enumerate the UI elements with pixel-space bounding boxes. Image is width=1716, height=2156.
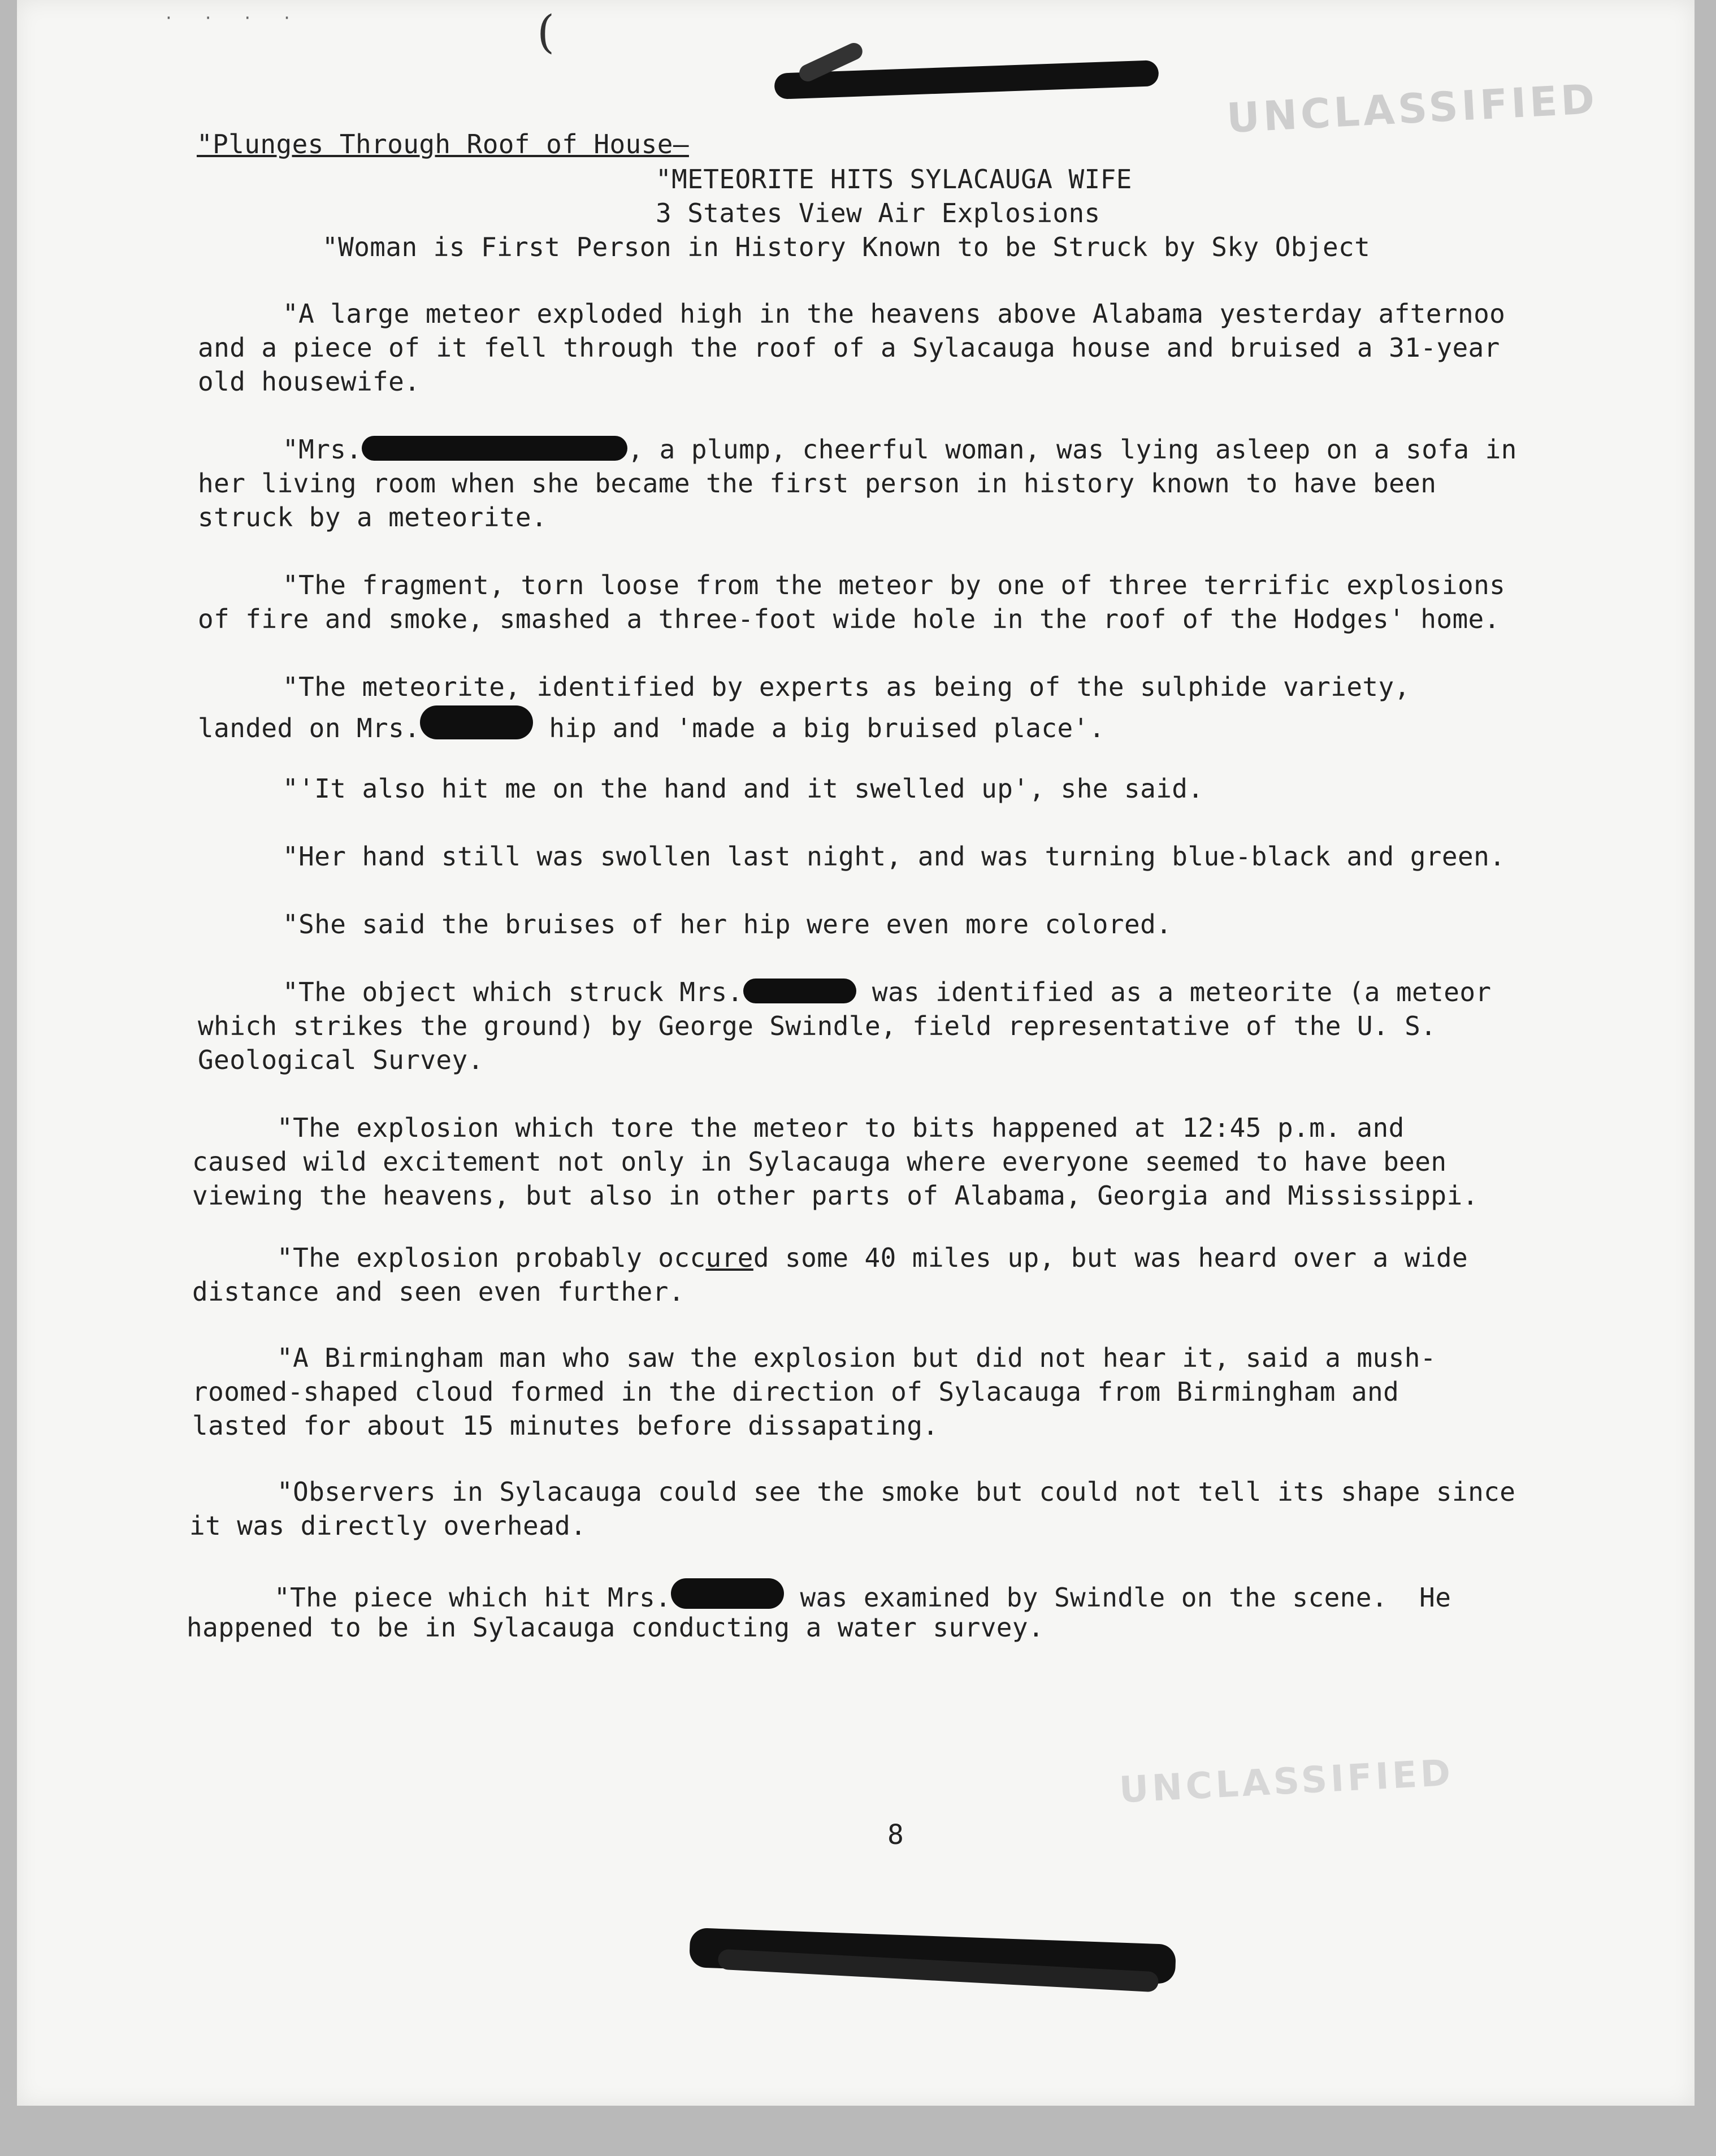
p7-line-1: "She said the bruises of her hip were even more colored. xyxy=(283,909,1172,940)
p11-line-3: lasted for about 15 minutes before dissapating. xyxy=(192,1410,939,1441)
page-number: 8 xyxy=(887,1819,904,1851)
p2-line-3: struck by a meteorite. xyxy=(198,502,548,532)
unclassified-stamp-top: UNCLASSIFIED xyxy=(1225,75,1600,142)
p10-line-2: distance and seen even further. xyxy=(192,1276,684,1307)
p1-line-1: "A large meteor exploded high in the heavens above Alabama yesterday afternoo xyxy=(283,298,1506,329)
redacted-name xyxy=(743,979,856,1003)
headline-sub-2: "Woman is First Person in History Known to be Struck by Sky Object xyxy=(322,232,1371,262)
p1-line-2: and a piece of it fell through the roof of a Sylacauga house and bruised a 31-year xyxy=(198,332,1500,363)
redacted-name xyxy=(420,705,533,739)
p1-line-3: old housewife. xyxy=(198,366,421,397)
unclassified-stamp-bottom: UNCLASSIFIED xyxy=(1118,1752,1455,1812)
p4-line-1: "The meteorite, identified by experts as being of the sulphide variety, xyxy=(283,672,1410,702)
document-page xyxy=(17,0,1695,2106)
p12-line-2: it was directly overhead. xyxy=(189,1510,587,1541)
p13-line-2: happened to be in Sylacauga conducting a water survey. xyxy=(187,1612,1045,1643)
p10-line-1: "The explosion probably occured some 40 miles up, but was heard over a wide xyxy=(277,1242,1468,1273)
redacted-name xyxy=(362,436,627,461)
p3-line-1: "The fragment, torn loose from the meteor by one of three terrific explosions xyxy=(283,570,1506,600)
p9-line-1: "The explosion which tore the meteor to bits happened at 12:45 p.m. and xyxy=(277,1112,1405,1143)
p11-line-2: roomed-shaped cloud formed in the direction of Sylacauga from Birmingham and xyxy=(192,1376,1399,1407)
p2-line-1: "Mrs. , a plump, cheerful woman, was lying asleep on a sofa in xyxy=(283,434,1517,465)
p4-line-2: landed on Mrs. hip and 'made a big bruised place'. xyxy=(198,705,1105,743)
headline-sub-1: 3 States View Air Explosions xyxy=(656,198,1100,228)
p9-line-3: viewing the heavens, but also in other parts of Alabama, Georgia and Mississippi. xyxy=(192,1180,1479,1211)
headline-main: "METEORITE HITS SYLACAUGA WIFE xyxy=(656,164,1132,194)
p5-line-1: "'It also hit me on the hand and it swelled up', she said. xyxy=(283,773,1204,804)
stray-marks: · · · · xyxy=(164,8,302,27)
p9-line-2: caused wild excitement not only in Sylacauga where everyone seemed to have been xyxy=(192,1146,1447,1177)
p8-line-3: Geological Survey. xyxy=(198,1045,484,1075)
hand-mark: ( xyxy=(537,6,555,58)
p12-line-1: "Observers in Sylacauga could see the smoke but could not tell its shape since xyxy=(277,1477,1516,1507)
p2-line-2: her living room when she became the first person in history known to have been xyxy=(198,468,1437,499)
p3-line-2: of fire and smoke, smashed a three-foot wide hole in the roof of the Hodges' home. xyxy=(198,604,1500,634)
p8-line-2: which strikes the ground) by George Swindle, field representative of the U. S. xyxy=(198,1011,1437,1041)
p11-line-1: "A Birmingham man who saw the explosion but did not hear it, said a mush- xyxy=(277,1343,1436,1373)
redacted-name xyxy=(671,1578,784,1609)
p6-line-1: "Her hand still was swollen last night, and was turning blue-black and green. xyxy=(283,841,1506,872)
headline-kicker: "Plunges Through Roof of House— xyxy=(197,129,689,159)
p13-line-1: "The piece which hit Mrs. was examined by Swindle on the scene. He xyxy=(274,1578,1451,1613)
p8-line-1: "The object which struck Mrs. was identified as a meteorite (a meteor xyxy=(283,977,1492,1007)
